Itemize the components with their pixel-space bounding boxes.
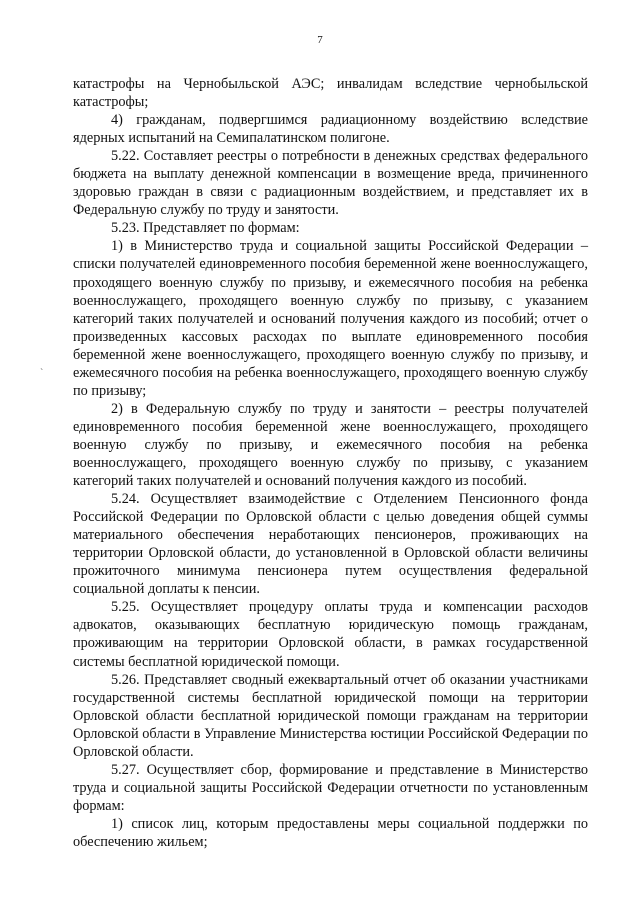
paragraph: 5.23. Представляет по формам: [111,220,300,237]
paragraph: 5.26. Представляет сводный ежеквартальный отчет об оказании участниками государственной системы бесплатной юридической помощи на территории Орловской области бесплатной юридической помощи гражданам на территории Орловской области в Управление Министерства юстиции Российской Федерации по Орловской области. [73,671,588,760]
paragraph: катастрофы на Чернобыльской АЭС; инвалидам вследствие чернобыльской катастрофы; [73,76,588,111]
document-body [73,75,588,851]
paragraph: 5.24. Осуществляет взаимодействие с Отделением Пенсионного фонда Российской Федерации по Орловской области с целью доведения общей суммы материального обеспечения неработающих пенсионеров, проживающих на территории Орловской области, до установленной в Орловской области величины прожиточного минимума пенсионера путем осуществления федеральной социальной доплаты к пенсии. [73,491,588,598]
paragraph: 4) гражданам, подвергшимся радиационному воздействию вследствие ядерных испытаний на Семипалатинском полигоне. [73,112,588,147]
paragraph: 5.25. Осуществляет процедуру оплаты труда и компенсации расходов адвокатов, оказывающих бесплатную юридическую помощь гражданам, проживающим на территории Орловской области, в рамках государственной системы бесплатной юридической помощи. [73,599,588,670]
paragraph: 1) в Министерство труда и социальной защиты Российской Федерации – списки получателей единовременного пособия беременной жене военнослужащего, проходящего военную службу по призыву, и ежемесячного пособия на ребенка военнослужащего, проходящего военную службу по призыву, с указанием категорий таких получателей и оснований получения каждого из пособий; отчет о произведенных кассовых расходах по выплате единовременного пособия беременной жене военнослужащего, проходящего военную службу по призыву, и ежемесячного пособия на ребенка военнослужащего, проходящего военную службу по призыву; [73,238,588,399]
scan-artifact-mark: ` [40,368,44,379]
paragraph: 5.27. Осуществляет сбор, формирование и представление в Министерство труда и социальной защиты Российской Федерации отчетности по установленным формам: [73,761,588,814]
paragraph: 2) в Федеральную службу по труду и занятости – реестры получателей единовременного пособия беременной жене военнослужащего, проходящего военную службу по призыву, и ежемесячного пособия на ребенка военнослужащего, проходящего военную службу по призыву, с указанием категорий таких получателей и оснований получения каждого из пособий. [73,400,588,490]
paragraph: 1) список лиц, которым предоставлены меры социальной поддержки по обеспечению жильем; [73,815,588,850]
paragraph: 5.22. Составляет реестры о потребности в денежных средствах федерального бюджета на выплату денежной компенсации в возмещение вреда, причиненного здоровью граждан в связи с радиационным воздействием, и представляет их в Федеральную службу по труду и занятости. [73,148,588,219]
page-number: 7 [317,34,323,46]
